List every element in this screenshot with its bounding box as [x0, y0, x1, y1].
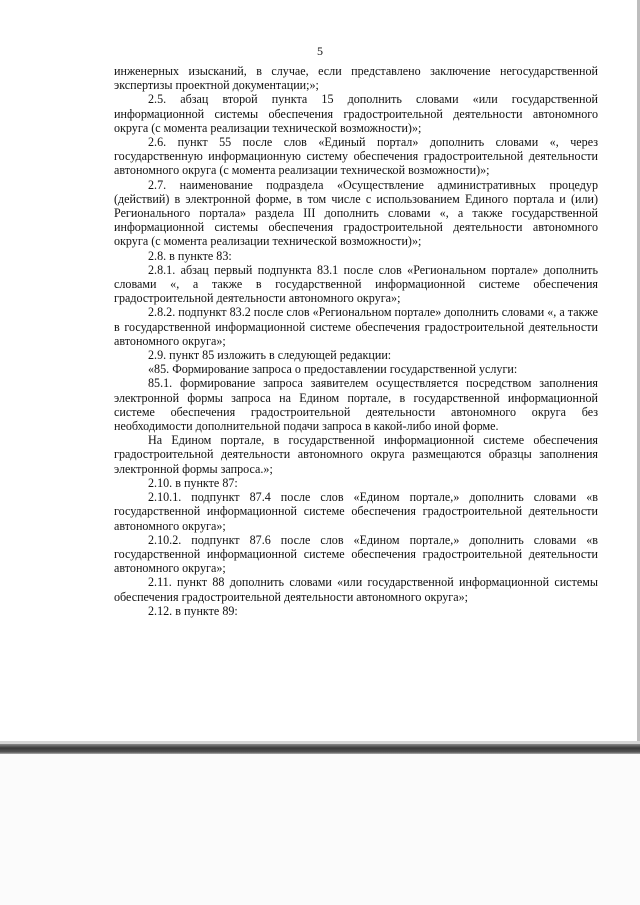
scan-border — [0, 744, 640, 754]
paragraph: 2.11. пункт 88 дополнить словами «или государственной информационной системы обеспечения градостроительной деятельности автономного округа»; — [114, 575, 598, 604]
page-number: 5 — [317, 44, 323, 58]
paragraph: 2.10. в пункте 87: — [148, 475, 238, 490]
paragraph: 2.9. пункт 85 изложить в следующей редакции: — [148, 348, 392, 363]
scan-background — [0, 754, 640, 905]
paragraph: 2.12. в пункте 89: — [148, 603, 238, 618]
paragraph: 2.6. пункт 55 после слов «Единый портал» дополнить словами «, через государственную информационную систему обеспечения градостроительной деятельности автономного округа (с момента реализации технической возможности)»; — [114, 135, 598, 178]
paragraph: На Едином портале, в государственной информационной системе обеспечения градостроительной деятельности автономного округа размещаются образцы заполнения электронной формы запроса.»; — [114, 433, 598, 476]
paragraph: 2.7. наименование подраздела «Осуществление административных процедур (действий) в электронной форме, в том числе с использованием Единого портала и (или) Регионального портала» раздела III дополнить словами «, а также государственной информационной системы обеспечения градостроительной деятельности автономного округа (с момента реализации технической возможности)»; — [114, 177, 598, 249]
paragraph: 2.8.1. абзац первый подпункта 83.1 после слов «Региональном портале» дополнить словами «, а также в государственной информационной системе обеспечения градостроительной деятельности автономного округа»; — [114, 262, 598, 306]
paragraph: 2.10.2. подпункт 87.6 после слов «Едином портале,» дополнить словами «в государственной информационной системе обеспечения градостроительной деятельности автономного округа»; — [114, 532, 598, 576]
paragraph: 2.10.1. подпункт 87.4 после слов «Едином портале,» дополнить словами «в государственной информационной системе обеспечения градостроительной деятельности автономного округа»; — [114, 490, 598, 533]
paragraph: 2.8.2. подпункт 83.2 после слов «Региональном портале» дополнить словами «, а также в государственной информационной системе обеспечения градостроительной деятельности автономного округа»; — [114, 305, 598, 348]
paragraph: 2.5. абзац второй пункта 15 дополнить словами «или государственной информационной системы обеспечения градостроительной деятельности автономного округа (с момента реализации технической возможности)»; — [114, 92, 598, 135]
paragraph: инженерных изысканий, в случае, если представлено заключение негосударственной экспертизы проектной документации;»; — [114, 64, 598, 93]
document-body — [114, 64, 598, 618]
paragraph: 85.1. формирование запроса заявителем осуществляется посредством заполнения электронной формы запроса на Едином портале, в государственной информационной системе обеспечения градостроительной деятельности автономного округа без необходимости дополнительной подачи запроса в какой-либо иной форме. — [114, 376, 598, 434]
paragraph: «85. Формирование запроса о предоставлении государственной услуги: — [148, 362, 518, 377]
paragraph: 2.8. в пункте 83: — [148, 248, 232, 263]
